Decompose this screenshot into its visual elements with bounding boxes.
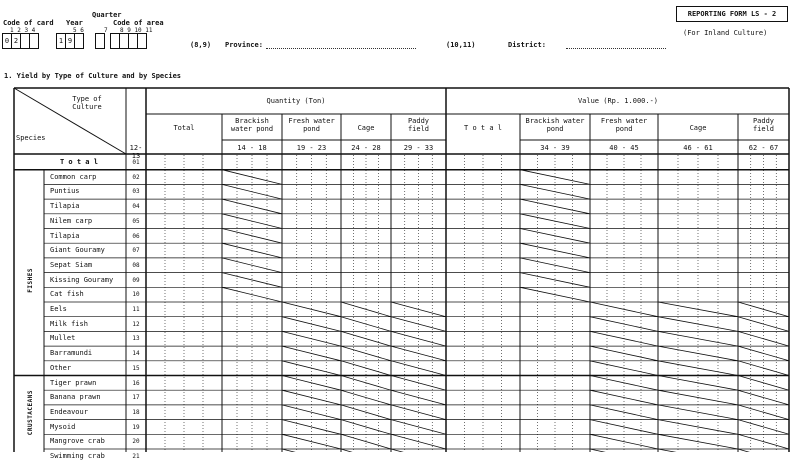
hatch-mark [391,331,446,346]
value-col-header-4: Paddy field [752,117,775,133]
group-label-crustaceans: CRUSTACEANS [27,390,34,436]
year-label: Year [66,19,83,27]
value-col-header-3: Cage [689,124,707,132]
row-code: 07 [132,247,140,255]
species-row-label: Giant Gouramy [50,246,105,255]
corner-species: Species [16,134,46,142]
hatch-mark [391,420,446,435]
species-row-label: Eels [50,305,67,313]
row-code: 18 [132,408,140,416]
hatch-mark [590,361,658,376]
species-row-label: Mullet [50,334,76,343]
hatch-mark [658,420,738,435]
group-label-fishes: FISHES [27,268,34,293]
hatch-mark [282,331,341,346]
section-title: 1. Yield by Type of Culture and by Species [4,72,182,80]
quantity-col-code-3: 24 - 28 [351,144,381,152]
hatch-mark [222,199,282,214]
hatch-mark [282,420,341,435]
hatch-mark [341,346,391,361]
row-code: 21 [132,453,140,460]
quantity-col-header-3: Cage [357,124,375,132]
row-code: 05 [132,217,140,225]
hatch-mark [658,361,738,376]
species-row-label: Barramundi [50,349,93,358]
quantity-col-header-0: Total [173,124,195,132]
hatch-mark [391,361,446,376]
district-code: (10,11) [446,41,476,49]
code-column-header: 12-13 [129,144,143,160]
species-row-label: Mangrove crab [50,437,105,446]
hatch-mark [738,331,789,346]
hatch-mark [282,361,341,376]
species-row-label: Tilapia [50,231,80,240]
value-col-code-4: 62 - 67 [748,144,779,152]
species-row-label: Mysoid [50,422,76,431]
species-row-label: Common carp [50,172,97,181]
hatch-mark [282,346,341,361]
code-of-card-label: Code of card [3,19,54,27]
row-code: 06 [132,232,140,240]
species-row-label: Puntius [50,187,80,196]
species-row-label: Tilapia [50,202,80,211]
species-row-label: Banana prawn [50,393,101,402]
year-digit-2[interactable]: 9 [65,33,75,49]
row-code: 14 [132,350,140,358]
hatch-mark [658,346,738,361]
species-row-label: Endeavour [50,407,88,416]
card-digit-numbers: 1 2 3 4 [10,27,36,34]
corner-top-text: Type of Culture [72,95,102,111]
row-code: 02 [132,173,140,181]
quantity-col-header-1: Brackish water pond [230,117,274,133]
hatch-mark [738,361,789,376]
year-digit-1[interactable]: 1 [56,33,66,49]
row-code: 01 [132,159,140,166]
row-code: 12 [132,320,140,328]
species-row-label: Swimming crab [50,452,105,460]
value-col-code-3: 46 - 61 [683,144,713,152]
quantity-header: Quantity (Ton) [266,97,326,105]
row-code: 03 [132,188,140,196]
quantity-col-code-4: 29 - 33 [403,144,434,152]
year-digit-numbers: 5 6 [73,27,84,34]
value-col-code-2: 40 - 45 [609,144,639,152]
row-code: 04 [132,203,140,211]
hatch-mark [520,273,590,288]
row-code: 17 [132,394,140,402]
hatch-mark [222,273,282,288]
area-digit-numbers: 8 9 10 11 [120,27,153,34]
hatch-mark [341,361,391,376]
code-of-area-label: Code of area [113,19,164,27]
species-row-label: Sepat Siam [50,260,93,269]
quantity-col-header-4: Paddy field [407,117,430,133]
species-row-label: Cat fish [50,290,84,299]
corner-type-of-culture [52,95,122,111]
row-code: 11 [132,306,140,313]
hatch-mark [520,199,590,214]
quarter-label: Quarter [92,11,122,19]
hatch-mark [738,346,789,361]
hatch-mark [658,331,738,346]
hatch-mark [341,420,391,435]
quantity-col-code-2: 19 - 23 [296,144,327,152]
hatch-mark [738,420,789,435]
hatch-mark [520,214,590,229]
species-row-label: Milk fish [50,319,88,328]
hatch-mark [222,184,282,199]
species-row-label: Kissing Gouramy [50,275,114,284]
row-code: 19 [132,423,140,431]
species-row-label: Nilem carp [50,216,93,225]
species-row-label: Tiger prawn [50,378,97,387]
total-row-label: T o t a l [60,158,98,166]
province-code: (8,9) [190,41,212,49]
district-label: District: [508,41,546,49]
species-row-label: Other [50,363,72,372]
hatch-mark [590,331,658,346]
row-code: 20 [132,438,140,446]
reporting-form-badge: REPORTING FORM LS - 2 [676,6,788,22]
row-code: 13 [132,335,140,343]
card-digit-1[interactable]: 0 [2,33,12,49]
card-digit-2[interactable]: 2 [11,33,21,49]
row-code: 09 [132,276,140,284]
quantity-col-code-1: 14 - 18 [237,144,267,152]
hatch-mark [520,184,590,199]
form-subtitle: (For Inland Culture) [683,29,768,37]
hatch-mark [222,214,282,229]
hatch-mark [391,346,446,361]
value-header: Value (Rp. 1.000.-) [577,97,659,105]
hatch-mark [590,346,658,361]
value-col-header-0: T o t a l [464,124,502,132]
hatch-mark [590,420,658,435]
row-code: 08 [132,261,140,269]
hatch-mark [341,331,391,346]
row-code: 15 [132,364,140,372]
quantity-col-header-2: Fresh water pond [288,117,335,133]
value-col-header-2: Fresh water pond [600,117,648,133]
value-col-code-1: 34 - 39 [540,144,570,152]
province-label: Province: [225,41,263,49]
row-code: 10 [132,291,140,299]
value-col-header-1: Brackish water pond [525,117,585,133]
quarter-digit-number: 7 [104,27,108,34]
row-code: 16 [132,379,140,387]
